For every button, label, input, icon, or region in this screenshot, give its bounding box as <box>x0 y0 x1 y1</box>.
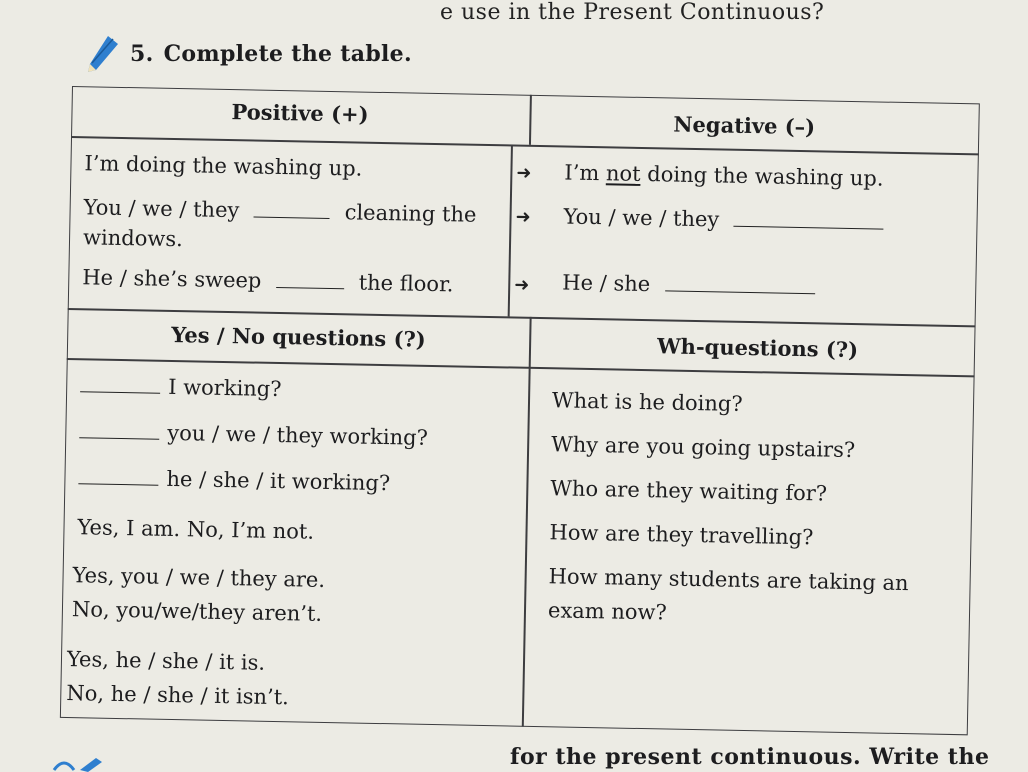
positive-row2-continued: windows. <box>82 225 184 252</box>
wh-question-1: What is he doing? <box>551 388 743 416</box>
pencil-icon <box>86 34 120 74</box>
answer-blank[interactable] <box>254 217 330 219</box>
wh-question-5: How many students are taking an <box>548 564 909 596</box>
yesno-question-3 <box>78 462 390 498</box>
negative-row1-subject: I’m <box>564 160 600 186</box>
answer-blank[interactable] <box>80 391 160 394</box>
positive-row3-subject: He / she’s sweep <box>82 265 262 293</box>
wh-question-5-continued: exam now? <box>547 598 668 625</box>
exercise-heading <box>86 34 412 74</box>
arrow-right-icon: ➜ <box>516 162 532 184</box>
exercise-number: 5. <box>130 41 154 67</box>
yesno-answer-2-negative: No, you/we/they aren’t. <box>71 597 323 626</box>
yesno-question-3-text: he / she / it working? <box>166 466 391 496</box>
positive-row3-object: the floor. <box>358 270 454 297</box>
exercise-icon <box>50 752 110 772</box>
next-exercise-text: for the present continuous. Write the <box>510 744 990 770</box>
positive-row2-verb: cleaning the <box>344 200 477 227</box>
negative-header: Negative (–) <box>673 111 816 140</box>
positive-row2-subject: You / we / they <box>83 195 240 223</box>
answer-blank[interactable] <box>276 287 344 289</box>
yesno-answer-3-positive: Yes, he / she / it is. <box>66 647 266 675</box>
yesno-question-1 <box>80 370 282 404</box>
wh-question-2: Why are you going upstairs? <box>550 432 856 463</box>
yesno-question-2-text: you / we / they working? <box>167 420 429 450</box>
negative-row3 <box>562 267 815 302</box>
yesno-answer-3-negative: No, he / she / it isn’t. <box>66 681 290 710</box>
negative-row1-not: not <box>605 161 641 186</box>
yesno-header: Yes / No questions (?) <box>171 321 427 352</box>
answer-blank[interactable] <box>665 290 815 294</box>
yesno-answer-1: Yes, I am. No, I’m not. <box>77 515 315 544</box>
wh-header: Wh-questions (?) <box>656 333 859 363</box>
wh-question-4: How are they travelling? <box>549 520 814 550</box>
negative-row2-subject: You / we / they <box>563 204 720 232</box>
negative-row2 <box>563 201 884 237</box>
arrow-right-icon: ➜ <box>515 206 531 228</box>
arrow-right-icon: ➜ <box>514 274 530 296</box>
wh-question-3: Who are they waiting for? <box>550 476 828 506</box>
answer-blank[interactable] <box>78 483 158 486</box>
yesno-answer-2-positive: Yes, you / we / they are. <box>72 563 326 592</box>
exercise-title: Complete the table. <box>163 41 412 67</box>
previous-question-text: e use in the Present Continuous? <box>440 0 825 25</box>
negative-row3-subject: He / she <box>562 270 651 297</box>
grammar-table <box>60 86 980 735</box>
negative-row1 <box>564 157 884 193</box>
positive-header: Positive (+) <box>231 99 369 127</box>
answer-blank[interactable] <box>79 437 159 440</box>
positive-row1: I’m doing the washing up. <box>84 151 363 181</box>
negative-row1-rest: doing the washing up. <box>647 162 884 191</box>
yesno-question-1-text: I working? <box>168 374 282 402</box>
answer-blank[interactable] <box>734 226 884 230</box>
